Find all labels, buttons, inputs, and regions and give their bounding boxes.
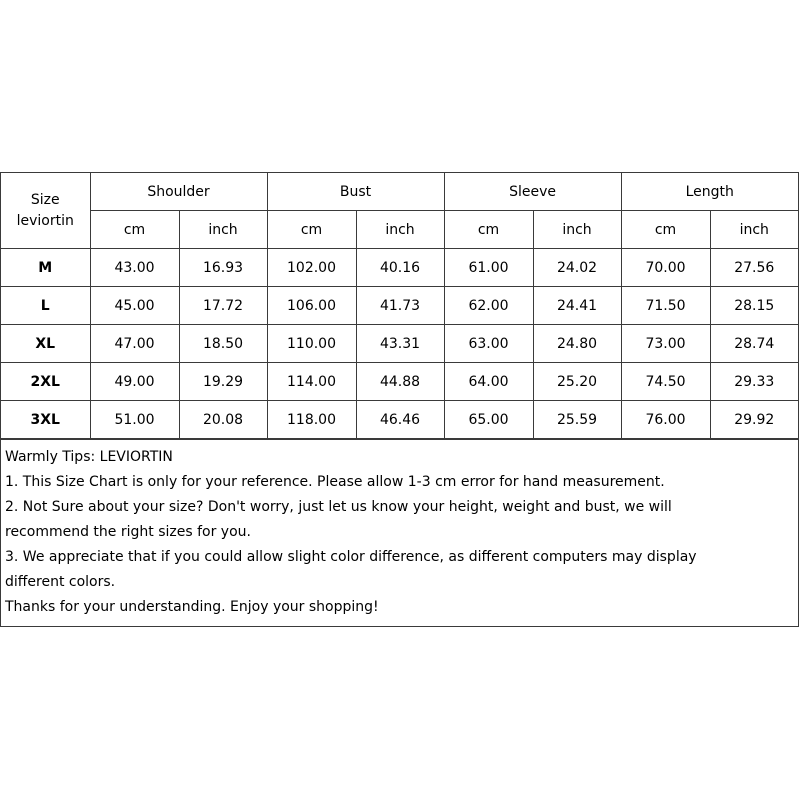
table-cell: 18.50 [179, 325, 267, 363]
table-cell: 43.00 [90, 249, 179, 287]
shoulder-header: Shoulder [90, 173, 267, 211]
table-cell: 25.59 [533, 401, 621, 439]
table-cell: 27.56 [710, 249, 798, 287]
table-cell: 45.00 [90, 287, 179, 325]
table-cell: 62.00 [444, 287, 533, 325]
unit-header: inch [710, 211, 798, 249]
size-header [1, 173, 90, 249]
table-cell: 106.00 [267, 287, 356, 325]
table-row [1, 249, 798, 287]
unit-header: inch [533, 211, 621, 249]
table-cell: 114.00 [267, 363, 356, 401]
unit-header: cm [267, 211, 356, 249]
size-cell: L [1, 287, 90, 325]
unit-header: inch [356, 211, 444, 249]
table-cell: 29.33 [710, 363, 798, 401]
table-cell: 73.00 [621, 325, 710, 363]
bust-header: Bust [267, 173, 444, 211]
table-cell: 76.00 [621, 401, 710, 439]
table-cell: 29.92 [710, 401, 798, 439]
table-row [1, 401, 798, 439]
unit-header: cm [90, 211, 179, 249]
table-cell: 44.88 [356, 363, 444, 401]
table-cell: 25.20 [533, 363, 621, 401]
table-cell: 47.00 [90, 325, 179, 363]
table-cell: 51.00 [90, 401, 179, 439]
size-table [1, 173, 798, 439]
size-cell: M [1, 249, 90, 287]
table-cell: 61.00 [444, 249, 533, 287]
table-cell: 24.02 [533, 249, 621, 287]
table-cell: 19.29 [179, 363, 267, 401]
table-row [1, 363, 798, 401]
table-cell: 71.50 [621, 287, 710, 325]
table-cell: 64.00 [444, 363, 533, 401]
unit-header: inch [179, 211, 267, 249]
tip-line: different colors. [5, 574, 116, 590]
size-header-line1: Size [30, 191, 60, 208]
table-cell: 28.15 [710, 287, 798, 325]
tips-section [1, 439, 798, 626]
tip-line: 3. We appreciate that if you could allow slight color difference, as different computers may display [5, 549, 697, 565]
table-cell: 46.46 [356, 401, 444, 439]
tip-line: 1. This Size Chart is only for your reference. Please allow 1-3 cm error for hand measurement. [5, 474, 665, 490]
sleeve-header: Sleeve [444, 173, 621, 211]
table-cell: 65.00 [444, 401, 533, 439]
table-cell: 43.31 [356, 325, 444, 363]
tips-heading: Warmly Tips: LEVIORTIN [5, 449, 173, 465]
size-cell: 3XL [1, 401, 90, 439]
table-cell: 16.93 [179, 249, 267, 287]
table-cell: 40.16 [356, 249, 444, 287]
tip-line: recommend the right sizes for you. [5, 524, 251, 540]
table-cell: 74.50 [621, 363, 710, 401]
table-cell: 24.80 [533, 325, 621, 363]
size-cell: 2XL [1, 363, 90, 401]
table-cell: 102.00 [267, 249, 356, 287]
table-cell: 17.72 [179, 287, 267, 325]
table-cell: 118.00 [267, 401, 356, 439]
table-cell: 70.00 [621, 249, 710, 287]
table-row [1, 287, 798, 325]
header-group-row [1, 173, 798, 211]
table-cell: 63.00 [444, 325, 533, 363]
length-header: Length [621, 173, 798, 211]
unit-header: cm [621, 211, 710, 249]
tip-line: 2. Not Sure about your size? Don't worry, just let us know your height, weight and bust, we will [5, 499, 672, 515]
table-cell: 28.74 [710, 325, 798, 363]
size-header-line2: leviortin [16, 212, 74, 229]
table-cell: 41.73 [356, 287, 444, 325]
size-cell: XL [1, 325, 90, 363]
table-cell: 110.00 [267, 325, 356, 363]
table-cell: 49.00 [90, 363, 179, 401]
unit-header: cm [444, 211, 533, 249]
table-cell: 20.08 [179, 401, 267, 439]
tips-closing: Thanks for your understanding. Enjoy your shopping! [5, 599, 379, 615]
table-cell: 24.41 [533, 287, 621, 325]
size-chart [0, 172, 799, 627]
header-unit-row [1, 211, 798, 249]
table-row [1, 325, 798, 363]
